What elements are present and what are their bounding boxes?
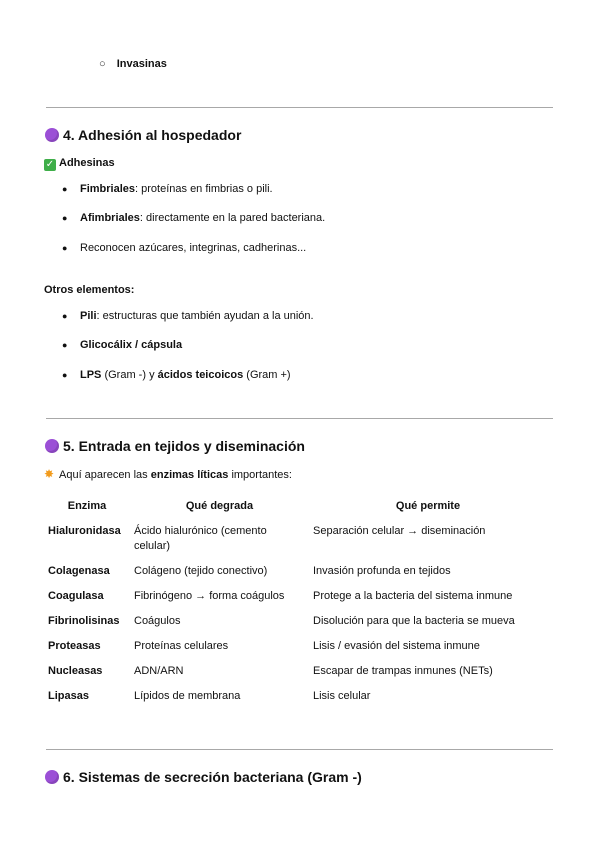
bullet-icon: ●	[62, 213, 68, 223]
enzymes-table	[44, 498, 547, 711]
section-intro	[44, 468, 292, 482]
check-mark-icon: ✓	[45, 159, 55, 170]
table-cell: Disolución para que la bacteria se mueva	[313, 615, 515, 627]
intro-bold: enzimas líticas	[150, 469, 229, 481]
bullet-icon: ●	[62, 340, 68, 350]
adhesinas-heading-label: Adhesinas	[59, 157, 115, 169]
divider	[46, 107, 553, 108]
column-header: Qué degrada	[185, 500, 254, 512]
hollow-bullet-icon: ○	[99, 58, 106, 70]
list-item-text: (Gram -) y	[101, 369, 158, 381]
list-item-bold: LPS	[80, 369, 102, 381]
table-cell: Fibrinolisinas	[48, 615, 120, 627]
table-cell: Escapar de trampas inmunes (NETs)	[313, 665, 493, 677]
table-cell: Invasión profunda en tejidos	[313, 565, 451, 577]
list-item-text: : proteínas en fimbrias o pili.	[135, 183, 273, 195]
divider	[46, 418, 553, 419]
table-cell: Lisis / evasión del sistema inmune	[313, 640, 480, 652]
sub-list-item-label: Invasinas	[116, 58, 167, 70]
table-row	[44, 661, 547, 686]
section-heading-6	[45, 769, 362, 785]
adhesinas-heading	[44, 156, 115, 171]
intro-text: Aquí aparecen las	[59, 469, 151, 481]
purple-circle-icon	[45, 439, 59, 453]
table-cell: Nucleasas	[48, 665, 103, 677]
table-cell: Separación celular → diseminación	[313, 525, 486, 537]
section-title: 6. Sistemas de secreción bacteriana (Gram -)	[63, 769, 362, 785]
table-cell: Lípidos de membrana	[134, 690, 241, 702]
table-header-row	[44, 498, 547, 521]
table-row	[44, 636, 547, 661]
divider	[46, 749, 553, 750]
list-item-text: : directamente en la pared bacteriana.	[139, 212, 326, 224]
table-row	[44, 686, 547, 711]
purple-circle-icon	[45, 128, 59, 142]
list-item	[62, 338, 182, 352]
list-item	[62, 241, 306, 255]
list-item	[62, 182, 273, 196]
bullet-icon: ●	[62, 311, 68, 321]
list-item-text: (Gram +)	[243, 369, 291, 381]
table-cell: ADN/ARN	[134, 665, 184, 677]
table-row	[44, 586, 547, 611]
collision-burst-icon: ✸	[44, 467, 55, 481]
section-heading-5	[45, 438, 305, 454]
bullet-icon: ●	[62, 370, 68, 380]
column-header: Enzima	[67, 500, 107, 512]
list-item-text: Reconocen azúcares, integrinas, cadherinas...	[80, 242, 307, 254]
list-item-bold: Pili	[80, 310, 97, 322]
table-row	[44, 561, 547, 586]
table-cell: Proteasas	[48, 640, 101, 652]
table-cell: Colagenasa	[48, 565, 110, 577]
otros-heading: Otros elementos:	[44, 284, 135, 296]
list-item	[62, 309, 314, 323]
list-item	[62, 368, 291, 382]
section-title: 5. Entrada en tejidos y diseminación	[63, 438, 305, 454]
list-item-text: : estructuras que también ayudan a la unión.	[96, 310, 314, 322]
section-heading-4	[45, 127, 241, 143]
table-cell: Hialuronidasa	[48, 525, 121, 537]
table-cell: Lisis celular	[313, 690, 371, 702]
table-cell: Protege a la bacteria del sistema inmune	[313, 590, 513, 602]
column-header: Qué permite	[395, 500, 461, 512]
bullet-icon: ●	[62, 243, 68, 253]
table-cell: Coágulos	[134, 615, 181, 627]
list-item	[62, 211, 325, 225]
list-item-bold: Glicocálix / cápsula	[80, 339, 183, 351]
table-cell: Proteínas celulares	[134, 640, 229, 652]
list-item-bold: ácidos teicoicos	[157, 369, 244, 381]
table-cell: Coagulasa	[48, 590, 104, 602]
intro-text: importantes:	[228, 469, 292, 481]
purple-circle-icon	[45, 770, 59, 784]
table-row	[44, 521, 547, 561]
list-item-bold: Fimbriales	[80, 183, 136, 195]
bullet-icon: ●	[62, 184, 68, 194]
table-cell: Fibrinógeno → forma coágulos	[134, 590, 285, 602]
list-item-bold: Afimbriales	[80, 212, 140, 224]
table-cell: Ácido hialurónico (cemento celular)	[134, 525, 267, 552]
sub-list-item	[99, 57, 167, 71]
table-cell: Colágeno (tejido conectivo)	[134, 565, 268, 577]
table-row	[44, 611, 547, 636]
table-cell: Lipasas	[48, 690, 89, 702]
section-title: 4. Adhesión al hospedador	[63, 127, 242, 143]
